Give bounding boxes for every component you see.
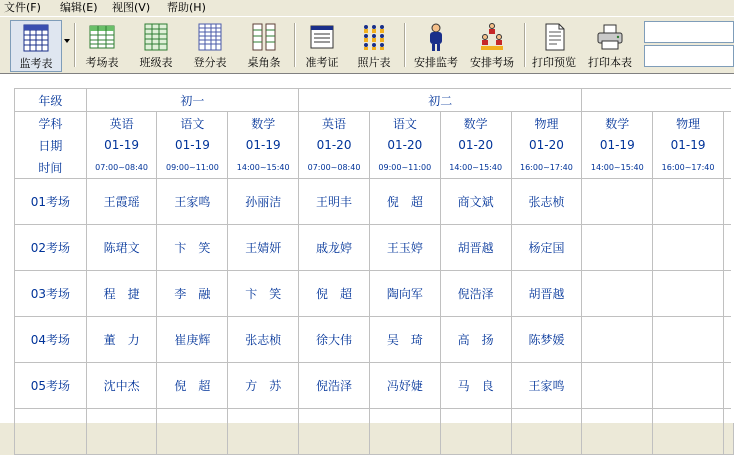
proctor-cell[interactable]: 陶向军 (369, 271, 440, 317)
print-button[interactable] (584, 20, 636, 70)
zhuojiaotiao-button[interactable] (242, 20, 286, 70)
subject-cell[interactable]: 英语 (299, 112, 370, 135)
zhunkaozheng-button[interactable] (300, 20, 344, 70)
people-arrange-icon (478, 22, 506, 52)
grade-header: 初一 (86, 89, 298, 112)
photo-grid-icon (360, 22, 388, 52)
chevron-down-icon[interactable] (64, 39, 70, 43)
id-card-icon (308, 22, 336, 52)
time-cell: 16:00~17:40 (653, 156, 724, 179)
table-strips-icon (250, 22, 278, 52)
schedule-table (14, 88, 734, 455)
proctor-cell[interactable]: 倪 超 (299, 271, 370, 317)
proctor-cell[interactable] (653, 179, 724, 225)
proctor-cell[interactable]: 王家鸣 (511, 363, 582, 409)
table-row (15, 271, 734, 317)
time-label: 时间 (15, 156, 87, 179)
menu-edit[interactable]: 编辑(E) (60, 1, 98, 14)
toolbar (0, 16, 734, 74)
print-preview-icon (540, 22, 568, 52)
subject-cell[interactable]: 英语 (86, 112, 157, 135)
proctor-cell[interactable] (653, 363, 724, 409)
proctor-cell[interactable] (653, 271, 724, 317)
table-row (15, 363, 734, 409)
grade-header: 初二 (299, 89, 582, 112)
empty-cell (157, 409, 228, 455)
proctor-cell[interactable]: 杨定国 (511, 225, 582, 271)
proctor-cell[interactable] (582, 271, 653, 317)
proctor-cell[interactable] (582, 225, 653, 271)
proctor-cell[interactable] (653, 225, 724, 271)
proctor-cell[interactable]: 王玉婷 (369, 225, 440, 271)
proctor-cell[interactable] (582, 179, 653, 225)
toolbar-label: 安排监考 (414, 56, 458, 69)
toolbar-separator (74, 23, 76, 67)
empty-cell (299, 409, 370, 455)
empty-cell (653, 409, 724, 455)
proctor-cell[interactable]: 沈中杰 (86, 363, 157, 409)
table-green-grid-icon (142, 22, 170, 52)
time-cell: 07:00~08:40 (86, 156, 157, 179)
time-cell: 14:00~15:40 (582, 156, 653, 179)
table-blue-lines-icon (196, 22, 224, 52)
toolbar-label: 打印本表 (588, 56, 632, 69)
proctor-cell[interactable]: 程 捷 (86, 271, 157, 317)
banjibiao-button[interactable] (134, 20, 178, 70)
proctor-cell[interactable]: 孙丽洁 (228, 179, 299, 225)
proctor-cell[interactable]: 卞 笑 (228, 271, 299, 317)
proctor-cell[interactable]: 董 力 (86, 317, 157, 363)
proctor-cell[interactable]: 冯妤婕 (369, 363, 440, 409)
toolbar-label: 监考表 (19, 57, 53, 70)
room-label[interactable]: 02考场 (15, 225, 87, 271)
proctor-cell[interactable]: 王明丰 (299, 179, 370, 225)
time-row (15, 156, 734, 179)
toolbar-separator (404, 23, 406, 67)
dengfenbiao-button[interactable] (188, 20, 232, 70)
proctor-cell[interactable]: 王家鸣 (157, 179, 228, 225)
proctor-cell[interactable]: 胡晋越 (511, 271, 582, 317)
subject-cell[interactable]: 语文 (369, 112, 440, 135)
date-cell: 01-20 (511, 134, 582, 156)
room-label[interactable]: 04考场 (15, 317, 87, 363)
date-row (15, 134, 734, 156)
proctor-cell[interactable] (582, 317, 653, 363)
table-row-partial (15, 409, 734, 455)
proctor-cell[interactable]: 卞 笑 (157, 225, 228, 271)
proctor-cell[interactable] (653, 317, 724, 363)
toolbar-label: 班级表 (139, 56, 173, 69)
anpaijiankao-button[interactable] (410, 20, 462, 70)
subject-cell[interactable]: 物理 (511, 112, 582, 135)
kaochangbiao-button[interactable] (80, 20, 124, 70)
menu-help[interactable]: 帮助(H) (167, 1, 206, 14)
toolbar-label: 准考证 (305, 56, 339, 69)
date-cell: 01-19 (157, 134, 228, 156)
toolbar-label: 打印预览 (532, 56, 576, 69)
subject-cell[interactable]: 物理 (653, 112, 724, 135)
grade-label: 年级 (15, 89, 87, 112)
empty-cell (511, 409, 582, 455)
date-cell: 01-19 (653, 134, 724, 156)
date-cell: 01-20 (299, 134, 370, 156)
proctor-cell[interactable]: 高 扬 (440, 317, 511, 363)
date-label: 日期 (15, 134, 87, 156)
room-label[interactable]: 01考场 (15, 179, 87, 225)
time-cell: 16:00~17:40 (511, 156, 582, 179)
table-green-icon (88, 22, 116, 52)
table-row (15, 179, 734, 225)
toolbar-label: 桌角条 (247, 56, 281, 69)
proctor-cell[interactable]: 倪浩泽 (299, 363, 370, 409)
proctor-cell[interactable]: 胡晋越 (440, 225, 511, 271)
subject-cell[interactable]: 数学 (228, 112, 299, 135)
proctor-cell[interactable]: 李 融 (157, 271, 228, 317)
toolbar-separator (524, 23, 526, 67)
time-cell: 07:00~08:40 (299, 156, 370, 179)
room-label[interactable]: 05考场 (15, 363, 87, 409)
proctor-cell[interactable] (582, 363, 653, 409)
subject-cell[interactable]: 语文 (157, 112, 228, 135)
date-cell: 01-19 (228, 134, 299, 156)
menu-bar (0, 0, 734, 16)
proctor-cell[interactable]: 吴 琦 (369, 317, 440, 363)
proctor-cell[interactable]: 王霞瑶 (86, 179, 157, 225)
printer-icon (596, 22, 624, 52)
table-row (15, 225, 734, 271)
date-cell: 01-19 (582, 134, 653, 156)
table-row (15, 317, 734, 363)
proctor-cell[interactable]: 马 良 (440, 363, 511, 409)
proctor-cell[interactable]: 倪浩泽 (440, 271, 511, 317)
text-input-top[interactable] (644, 21, 734, 43)
proctor-cell[interactable]: 张志桢 (228, 317, 299, 363)
subject-label: 学科 (15, 112, 87, 135)
anpaikaochang-button[interactable] (466, 20, 518, 70)
proctor-cell[interactable]: 戚龙婷 (299, 225, 370, 271)
date-cell: 01-20 (440, 134, 511, 156)
subject-cell[interactable]: 数学 (582, 112, 653, 135)
text-input-bottom[interactable] (644, 45, 734, 67)
jiankaobiao-button[interactable] (10, 20, 62, 72)
proctor-cell[interactable]: 倪 超 (369, 179, 440, 225)
zhaopianbiao-button[interactable] (352, 20, 396, 70)
menu-view[interactable]: 视图(V) (112, 1, 151, 14)
toolbar-label: 安排考场 (470, 56, 514, 69)
proctor-cell[interactable]: 王婧妍 (228, 225, 299, 271)
date-cell: 01-20 (369, 134, 440, 156)
proctor-cell[interactable]: 商文斌 (440, 179, 511, 225)
toolbar-label: 考场表 (85, 56, 119, 69)
grade-row (15, 89, 734, 112)
proctor-cell[interactable]: 崔庚辉 (157, 317, 228, 363)
time-cell: 09:00~11:00 (369, 156, 440, 179)
subject-row (15, 112, 734, 135)
table-blue-icon (22, 23, 50, 53)
toolbar-separator (294, 23, 296, 67)
empty-cell (15, 409, 87, 455)
subject-cell[interactable]: 数学 (440, 112, 511, 135)
grade-header-blank (582, 89, 734, 112)
date-cell: 01-19 (86, 134, 157, 156)
print-preview-button[interactable] (528, 20, 580, 70)
empty-cell (440, 409, 511, 455)
time-cell: 09:00~11:00 (157, 156, 228, 179)
empty-cell (228, 409, 299, 455)
proctor-cell[interactable]: 倪 超 (157, 363, 228, 409)
schedule-grid-area (0, 73, 734, 423)
time-cell: 14:00~15:40 (228, 156, 299, 179)
toolbar-label: 登分表 (193, 56, 227, 69)
proctor-cell[interactable]: 张志桢 (511, 179, 582, 225)
menu-file[interactable]: 文件(F) (4, 1, 41, 14)
proctor-cell[interactable]: 陈梦媛 (511, 317, 582, 363)
proctor-cell[interactable]: 方 苏 (228, 363, 299, 409)
time-cell: 14:00~15:40 (440, 156, 511, 179)
person-icon (422, 22, 450, 52)
room-label[interactable]: 03考场 (15, 271, 87, 317)
proctor-cell[interactable]: 陈珺文 (86, 225, 157, 271)
empty-cell (582, 409, 653, 455)
proctor-cell[interactable]: 徐大伟 (299, 317, 370, 363)
toolbar-label: 照片表 (357, 56, 391, 69)
empty-cell (369, 409, 440, 455)
empty-cell (86, 409, 157, 455)
